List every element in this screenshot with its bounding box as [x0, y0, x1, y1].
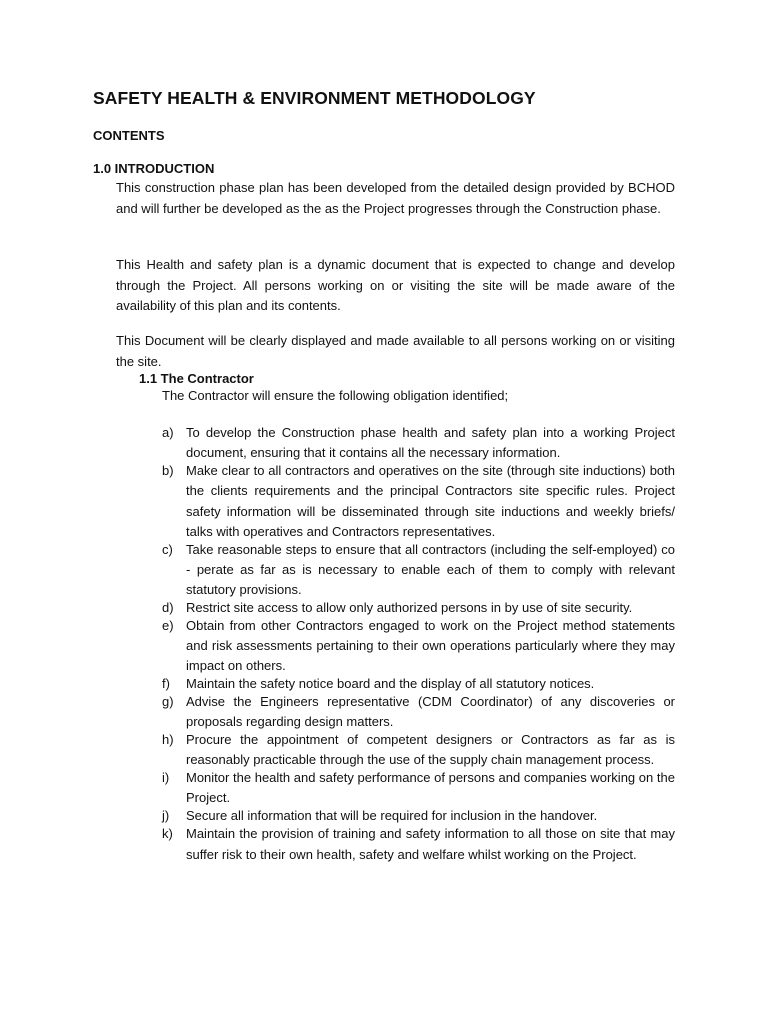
subsection-heading-contractor: 1.1 The Contractor — [139, 371, 254, 386]
list-item — [162, 692, 675, 732]
list-item — [162, 730, 675, 770]
intro-paragraph-3: This Document will be clearly displayed and made available to all persons working on or visiting the site. — [116, 333, 675, 369]
list-item-text: Take reasonable steps to ensure that all contractors (including the self-employed) co - perate as far as is necessary to enable each of them to comply with relevant statutory provisions. — [186, 541, 675, 598]
list-item-letter: g) — [162, 694, 174, 710]
list-item-letter: d) — [162, 599, 174, 615]
list-item-text: Restrict site access to allow only authorized persons in by use of site security. — [186, 599, 633, 615]
list-item-text: Monitor the health and safety performance of persons and companies working on the Project. — [186, 770, 675, 806]
list-item-letter: h) — [162, 732, 174, 748]
list-item — [162, 461, 675, 542]
list-item-text: Obtain from other Contractors engaged to work on the Project method statements and risk assessments pertaining to their own operations particularly where they may impact on others. — [186, 617, 675, 674]
list-item-text: Secure all information that will be required for inclusion in the handover. — [186, 808, 598, 824]
intro-paragraph-2: This Health and safety plan is a dynamic document that is expected to change and develop through the Project. All persons working on or visiting the site will be made aware of the availability of this plan and its contents. — [116, 257, 675, 313]
section-heading-introduction: 1.0 INTRODUCTION — [93, 161, 215, 176]
list-item-text: To develop the Construction phase health and safety plan into a working Project document, ensuring that it contains all the necessary information. — [186, 425, 675, 461]
list-item-text: Advise the Engineers representative (CDM Coordinator) of any discoveries or proposals regarding design matters. — [186, 694, 675, 730]
list-item — [162, 423, 675, 463]
list-item-text: Maintain the safety notice board and the display of all statutory notices. — [186, 676, 595, 692]
contents-label: CONTENTS — [93, 128, 165, 143]
list-item — [162, 768, 675, 808]
list-item-letter: i) — [162, 770, 170, 786]
list-item-letter: a) — [162, 425, 174, 440]
list-item-letter: b) — [162, 463, 174, 479]
list-item-letter: e) — [162, 617, 174, 633]
obligations-list — [162, 423, 675, 862]
subsection-intro: The Contractor will ensure the following obligation identified; — [162, 388, 509, 403]
list-item-text: Maintain the provision of training and safety information to all those on site that may suffer risk to their own health, safety and welfare whilst working on the Project. — [186, 826, 675, 862]
list-item-letter: k) — [162, 826, 173, 842]
list-item — [162, 616, 675, 677]
list-item-text: Make clear to all contractors and operatives on the site (through site inductions) both the clients requirements and the principal Contractors site specific rules. Project safety information will be disseminated through site inductions and weekly briefs/ talks with operatives and Contractors representatives. — [186, 463, 675, 539]
list-item — [162, 824, 675, 864]
list-item-letter: f) — [162, 676, 170, 692]
list-item-letter: j) — [162, 808, 170, 824]
list-item-text: Procure the appointment of competent designers or Contractors as far as is reasonably practicable through the use of the supply chain management process. — [186, 732, 675, 768]
list-item-letter: c) — [162, 541, 173, 557]
list-item — [162, 540, 675, 601]
intro-paragraph-1: This construction phase plan has been developed from the detailed design provided by BCHOD and will further be developed as the as the Project progresses through the Construction phase. — [116, 180, 675, 216]
document-title: SAFETY HEALTH & ENVIRONMENT METHODOLOGY — [93, 88, 536, 108]
